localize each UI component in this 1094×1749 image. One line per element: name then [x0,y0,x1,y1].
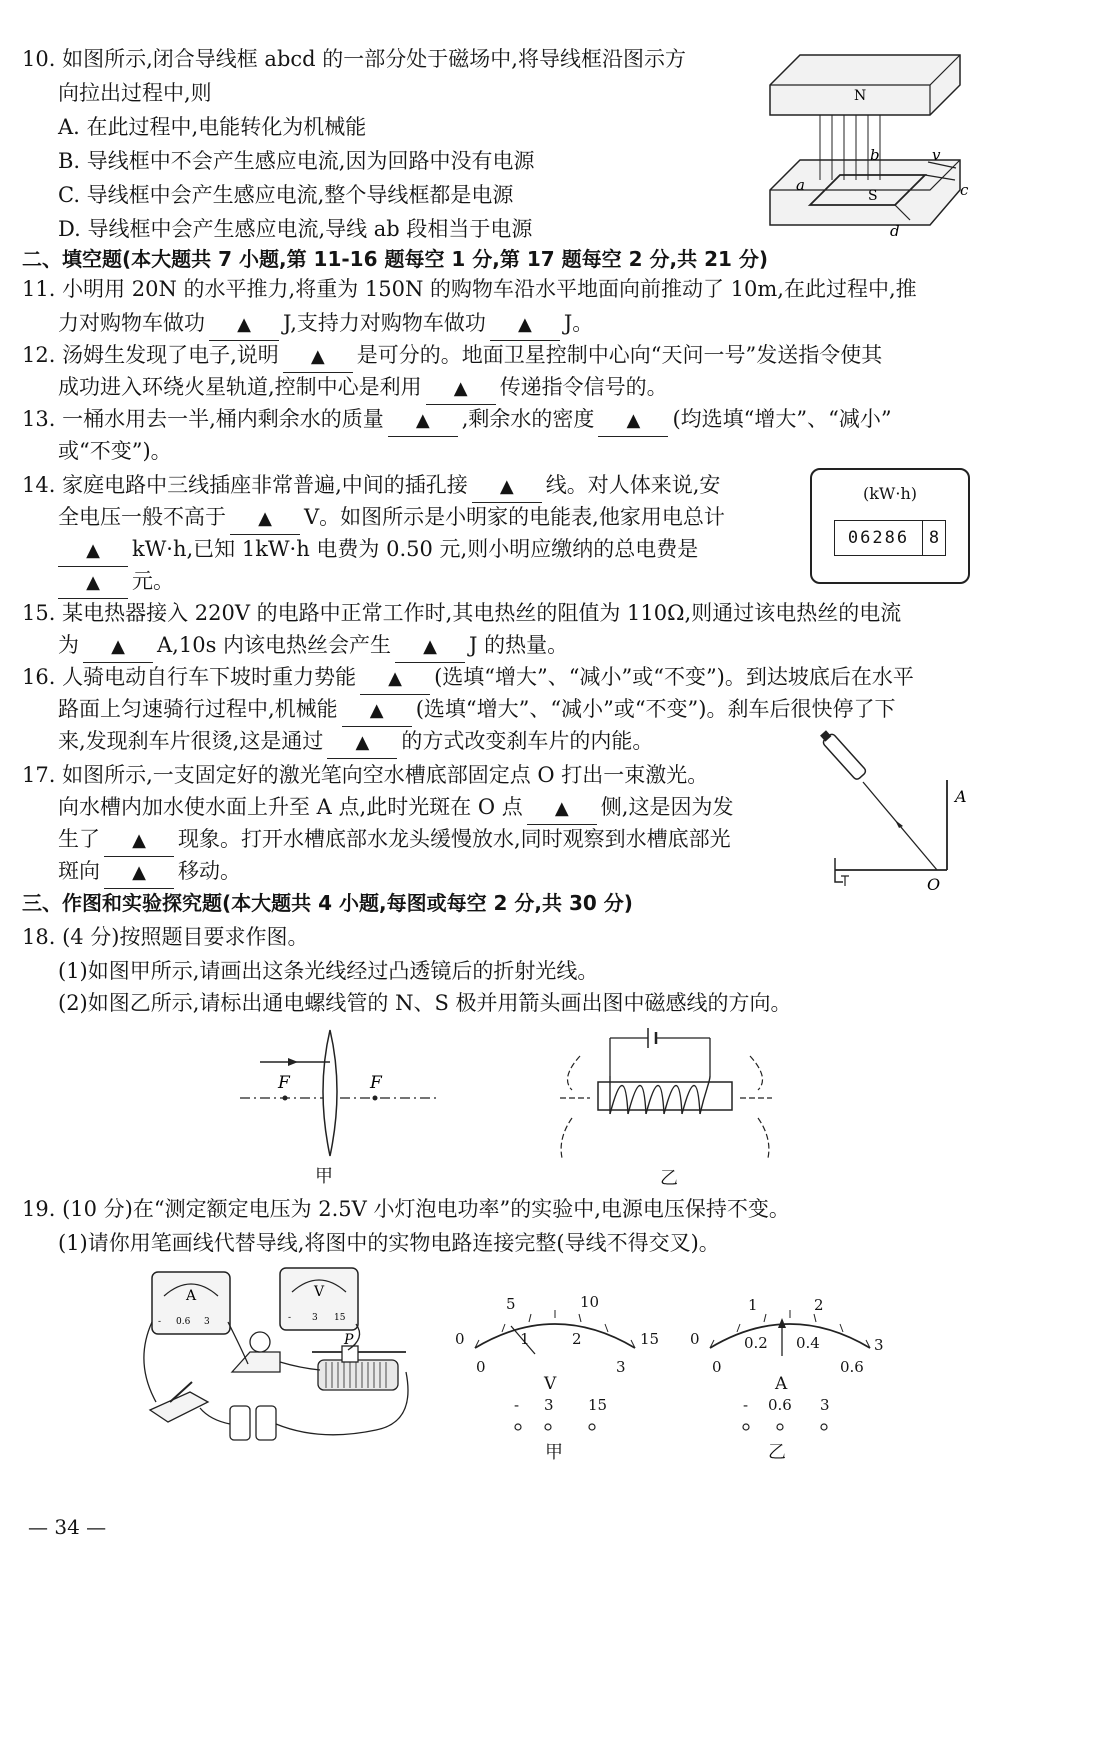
q12-line-2: 成功进入环绕火星轨道,控制中心是利用 ▲ 传递指令信号的。 [58,372,668,405]
answer-blank[interactable]: ▲ [283,340,353,373]
q15-line-1: 15. 某电热器接入 220V 的电路中正常工作时,其电热丝的阻值为 110Ω,则通过该电热丝的电流 [22,601,902,625]
section-2-title: 二、填空题(本大题共 7 小题,第 11-16 题每空 1 分,第 17 题每空 2 分,共 21 分) [22,247,769,271]
voltmeter-term-15: 15 [334,1313,346,1323]
answer-blank[interactable]: ▲ [527,792,597,825]
ammeter-term-neg: - [158,1317,162,1327]
answer-blank[interactable]: ▲ [342,694,412,727]
q10-label-s: S [868,188,878,204]
ammeter-upper-1: 1 [748,1296,758,1314]
answer-blank[interactable]: ▲ [104,824,174,857]
meter-last-digit: 8 [922,521,945,555]
q11-line-2: 力对购物车做功 ▲ J,支持力对购物车做功 ▲ J。 [58,308,593,341]
ammeter-caption-yi: 乙 [768,1442,786,1463]
page-number: — 34 — [28,1515,107,1539]
voltmeter-caption-jia: 甲 [545,1442,563,1463]
ammeter-dial-term-3: 3 [820,1396,830,1414]
answer-blank[interactable]: ▲ [230,502,300,535]
ammeter-lower-04: 0.4 [796,1334,820,1352]
q10-label-c: c [960,181,969,199]
ammeter-upper-0: 0 [690,1330,700,1348]
q18-lens-figure [230,1020,450,1160]
answer-blank[interactable]: ▲ [490,308,560,341]
q18-line-3: (2)如图乙所示,请标出通电螺线管的 N、S 极并用箭头画出图中磁感线的方向。 [58,991,792,1015]
voltmeter-term-3: 3 [312,1313,318,1323]
section-3-title: 三、作图和实验探究题(本大题共 4 小题,每图或每空 2 分,共 30 分) [22,891,633,915]
q13-line-2: 或“不变”)。 [58,439,172,463]
q13-line-1: 13. 一桶水用去一半,桶内剩余水的质量 ▲ ,剩余水的密度 ▲ (均选填“增大”、“减小” [22,404,892,437]
q18-solenoid-figure [550,1018,780,1168]
slider-label: P [344,1332,354,1348]
ammeter-lower-02: 0.2 [744,1334,768,1352]
ammeter-upper-3: 3 [874,1336,884,1354]
q10-stem-2: 向拉出过程中,则 [58,81,212,105]
ammeter-dial [690,1290,890,1360]
ammeter-letter: A [186,1288,197,1304]
q10-label-v: v [932,146,941,164]
q18-line-2: (1)如图甲所示,请画出这条光线经过凸透镜后的折射光线。 [58,959,599,983]
q10-label-n: N [854,88,867,104]
q14-line-2: 全电压一般不高于 ▲ V。如图所示是小明家的电能表,他家用电总计 [58,502,725,535]
q17-line-3: 生了 ▲ 现象。打开水槽底部水龙头缓慢放水,同时观察到水槽底部光 [58,824,731,857]
voltmeter-upper-15: 15 [640,1330,660,1348]
voltmeter-dial-term-15: 15 [588,1396,608,1414]
ammeter-dial-term-06: 0.6 [768,1396,792,1414]
voltmeter-dial [455,1290,655,1360]
figure-caption-jia: 甲 [315,1166,333,1187]
q17-line-4: 斑向 ▲ 移动。 [58,856,241,889]
voltmeter-upper-0: 0 [455,1330,465,1348]
q14-line-1: 14. 家庭电路中三线插座非常普遍,中间的插孔接 ▲ 线。对人体来说,安 [22,470,720,503]
q10-magnet-figure [760,40,975,240]
q16-line-1: 16. 人骑电动自行车下坡时重力势能 ▲ (选填“增大”、“减小”或“不变”)。到达坡底后在水平 [22,662,914,695]
q10-label-a: a [796,176,805,194]
q15-line-2: 为 ▲ A,10s 内该电热丝会产生 ▲ J 的热量。 [58,630,568,663]
answer-blank[interactable]: ▲ [360,662,430,695]
q17-label-a: A [955,787,967,806]
answer-blank[interactable]: ▲ [472,470,542,503]
answer-blank[interactable]: ▲ [395,630,465,663]
q17-laser-figure [815,720,985,895]
answer-blank[interactable]: ▲ [104,856,174,889]
ammeter-terminal-dots [730,1420,850,1434]
answer-blank[interactable]: ▲ [58,534,128,567]
focal-point-left: F [278,1073,290,1093]
q14-line-3: ▲ kW·h,已知 1kW·h 电费为 0.50 元,则小明应缴纳的总电费是 [58,534,698,567]
q17-line-2: 向水槽内加水使水面上升至 A 点,此时光斑在 O 点 ▲ 侧,这是因为发 [58,792,733,825]
voltmeter-dial-letter: V [544,1374,557,1394]
voltmeter-lower-1: 1 [520,1330,530,1348]
voltmeter-upper-5: 5 [506,1295,516,1313]
q16-line-2: 路面上匀速骑行过程中,机械能 ▲ (选填“增大”、“减小”或“不变”)。刹车后很快停了下 [58,694,896,727]
answer-blank[interactable]: ▲ [83,630,153,663]
q17-label-o: O [927,875,941,894]
q11-line-1: 11. 小明用 20N 的水平推力,将重为 150N 的购物车沿水平地面向前推动了 10m,在此过程中,推 [22,277,917,301]
ammeter-dial-letter: A [775,1374,788,1394]
answer-blank[interactable]: ▲ [327,726,397,759]
q10-option-d: D. 导线框中会产生感应电流,导线 ab 段相当于电源 [58,217,533,241]
energy-meter [810,468,970,584]
figure-caption-yi: 乙 [660,1168,678,1189]
voltmeter-dial-term-neg: - [514,1396,520,1414]
ammeter-lower-0: 0 [712,1358,722,1376]
q14-line-4: ▲ 元。 [58,566,174,599]
answer-blank[interactable]: ▲ [58,566,128,599]
voltmeter-lower-0: 0 [476,1358,486,1376]
voltmeter-lower-3: 3 [616,1358,626,1376]
meter-unit: (kW·h) [862,484,917,503]
answer-blank[interactable]: ▲ [209,308,279,341]
q10-stem-1: 10. 如图所示,闭合导线框 abcd 的一部分处于磁场中,将导线框沿图示方 [22,47,686,71]
q12-line-1: 12. 汤姆生发现了电子,说明 ▲ 是可分的。地面卫星控制中心向“天问一号”发送指令使其 [22,340,882,373]
voltmeter-dial-term-3: 3 [544,1396,554,1414]
ammeter-lower-06: 0.6 [840,1358,864,1376]
meter-digits: 06286 [847,528,910,548]
voltmeter-terminal-dots [500,1420,620,1434]
q10-option-b: B. 导线框中不会产生感应电流,因为回路中没有电源 [58,149,535,173]
ammeter-upper-2: 2 [814,1296,824,1314]
q19-circuit-figure [130,1262,430,1452]
meter-display [834,520,946,556]
q10-label-d: d [890,222,900,240]
voltmeter-lower-2: 2 [572,1330,582,1348]
voltmeter-letter: V [314,1284,325,1300]
q17-line-1: 17. 如图所示,一支固定好的激光笔向空水槽底部固定点 O 打出一束激光。 [22,763,709,787]
q10-option-a: A. 在此过程中,电能转化为机械能 [58,115,367,139]
q10-option-c: C. 导线框中会产生感应电流,整个导线框都是电源 [58,183,514,207]
ammeter-term-3: 3 [204,1317,210,1327]
voltmeter-term-neg: - [288,1313,292,1323]
ammeter-term-06: 0.6 [176,1317,191,1327]
ammeter-dial-term-neg: - [743,1396,749,1414]
answer-blank[interactable]: ▲ [598,404,668,437]
answer-blank[interactable]: ▲ [426,372,496,405]
q19-line-2: (1)请你用笔画线代替导线,将图中的实物电路连接完整(导线不得交叉)。 [58,1231,720,1255]
answer-blank[interactable]: ▲ [388,404,458,437]
q10-label-b: b [870,146,880,164]
q16-line-3: 来,发现刹车片很烫,这是通过 ▲ 的方式改变刹车片的内能。 [58,726,653,759]
focal-point-right: F [370,1073,382,1093]
q19-line-1: 19. (10 分)在“测定额定电压为 2.5V 小灯泡电功率”的实验中,电源电压保持不变。 [22,1197,790,1221]
q18-line-1: 18. (4 分)按照题目要求作图。 [22,925,309,949]
voltmeter-upper-10: 10 [580,1293,600,1311]
